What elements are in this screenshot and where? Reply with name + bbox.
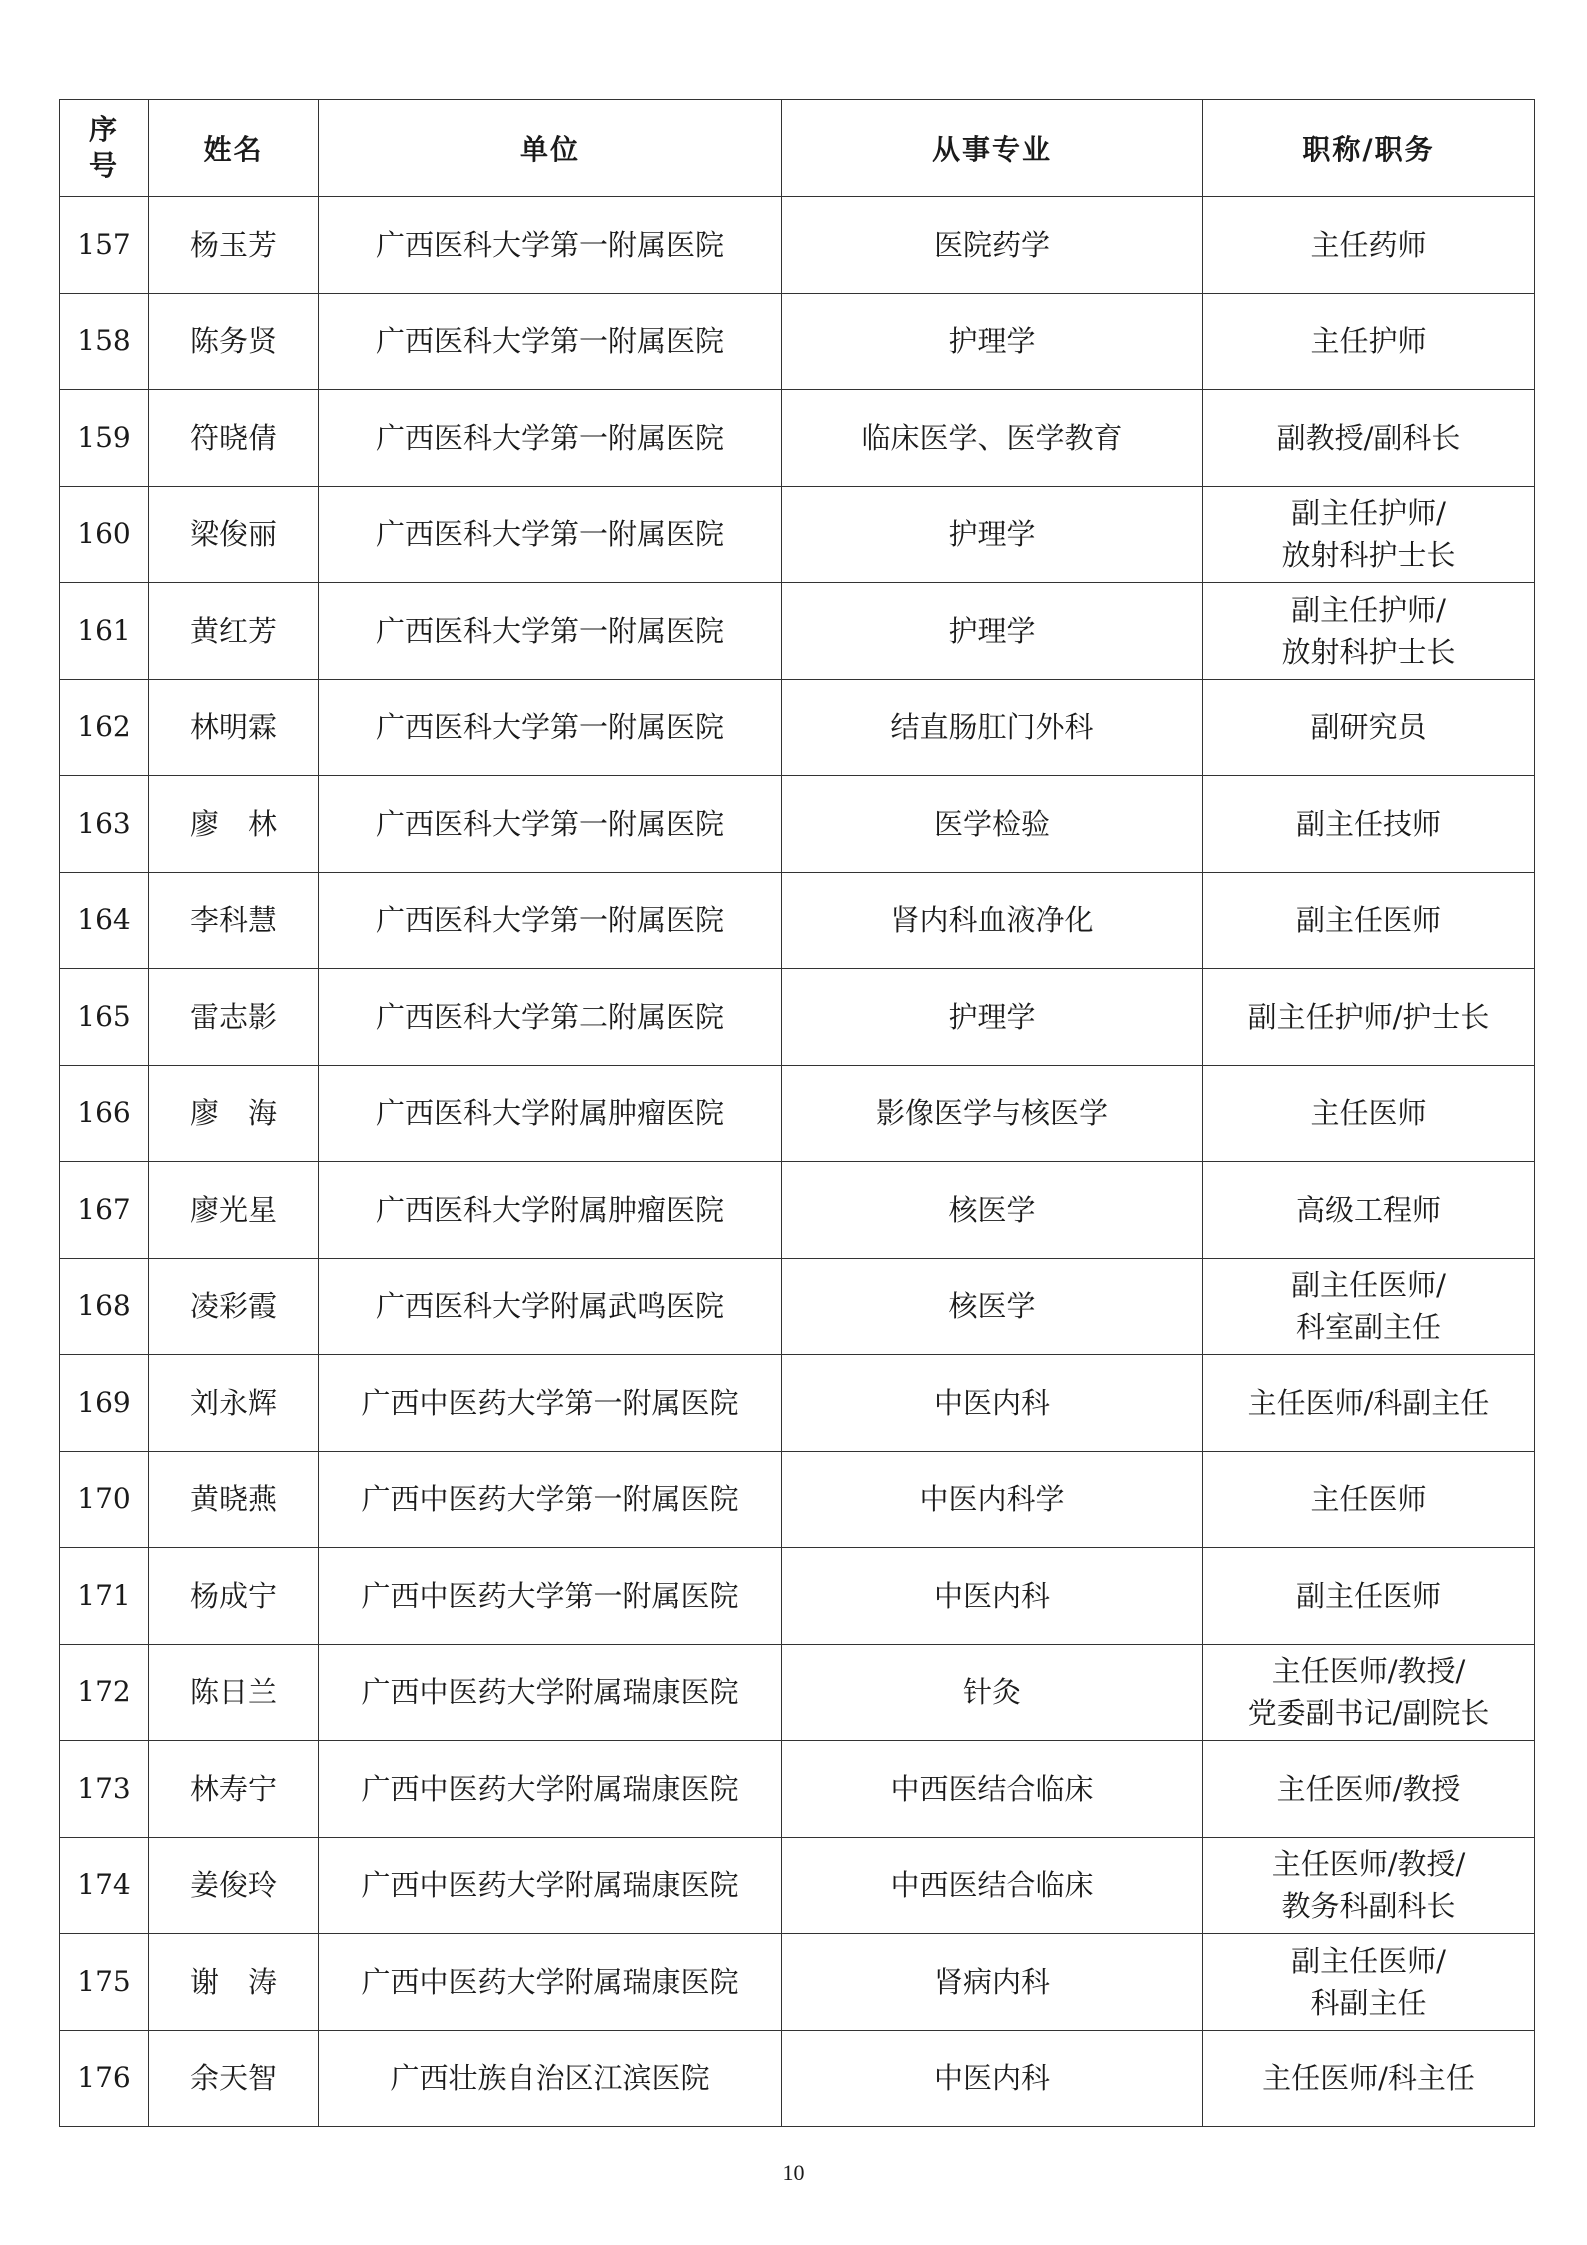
cell-name: 陈务贤 <box>149 293 319 390</box>
cell-major: 护理学 <box>782 486 1203 583</box>
cell-unit: 广西医科大学第一附属医院 <box>319 679 782 776</box>
cell-title <box>1203 1451 1535 1548</box>
cell-seq: 163 <box>60 776 149 873</box>
cell-name: 凌彩霞 <box>149 1258 319 1355</box>
cell-unit: 广西医科大学第一附属医院 <box>319 390 782 487</box>
table-row <box>60 1837 1535 1934</box>
cell-name: 黄晓燕 <box>149 1451 319 1548</box>
personnel-table <box>59 99 1535 2127</box>
cell-major: 核医学 <box>782 1258 1203 1355</box>
cell-title-line: 主任医师/教授/ <box>1271 1847 1466 1882</box>
cell-seq: 173 <box>60 1741 149 1838</box>
cell-title-line: 主任医师 <box>1310 1482 1427 1517</box>
cell-title <box>1203 197 1535 294</box>
cell-title <box>1203 1934 1535 2031</box>
cell-unit: 广西中医药大学附属瑞康医院 <box>319 1934 782 2031</box>
cell-unit: 广西中医药大学附属瑞康医院 <box>319 1644 782 1741</box>
cell-seq: 161 <box>60 583 149 680</box>
header-seq: 序 号 <box>60 100 149 197</box>
cell-name: 梁俊丽 <box>149 486 319 583</box>
cell-title <box>1203 1837 1535 1934</box>
header-title: 职称/职务 <box>1203 100 1535 197</box>
cell-name: 余天智 <box>149 2030 319 2127</box>
cell-unit: 广西医科大学第二附属医院 <box>319 969 782 1066</box>
cell-title <box>1203 1355 1535 1452</box>
table-row <box>60 679 1535 776</box>
cell-major: 中医内科学 <box>782 1451 1203 1548</box>
cell-title-line: 主任医师/教授 <box>1276 1771 1461 1806</box>
cell-unit: 广西中医药大学附属瑞康医院 <box>319 1837 782 1934</box>
table-row <box>60 293 1535 390</box>
cell-unit: 广西医科大学第一附属医院 <box>319 486 782 583</box>
cell-title-line: 副主任技师 <box>1295 806 1441 841</box>
cell-unit: 广西中医药大学附属瑞康医院 <box>319 1741 782 1838</box>
table-row <box>60 1741 1535 1838</box>
cell-title-line: 副主任护师/护士长 <box>1247 999 1490 1034</box>
table-row <box>60 1644 1535 1741</box>
cell-title-line: 高级工程师 <box>1295 1192 1441 1227</box>
cell-seq: 162 <box>60 679 149 776</box>
cell-major: 结直肠肛门外科 <box>782 679 1203 776</box>
page-number: 10 <box>782 2160 805 2185</box>
cell-major: 中西医结合临床 <box>782 1741 1203 1838</box>
cell-seq: 160 <box>60 486 149 583</box>
cell-major: 临床医学、医学教育 <box>782 390 1203 487</box>
header-unit: 单位 <box>319 100 782 197</box>
cell-title <box>1203 1741 1535 1838</box>
cell-name: 谢 涛 <box>149 1934 319 2031</box>
cell-major: 护理学 <box>782 583 1203 680</box>
table-row <box>60 1258 1535 1355</box>
cell-seq: 169 <box>60 1355 149 1452</box>
cell-name: 廖 海 <box>149 1065 319 1162</box>
table-header-row <box>60 100 1535 197</box>
cell-seq: 175 <box>60 1934 149 2031</box>
cell-major: 医学检验 <box>782 776 1203 873</box>
cell-title <box>1203 486 1535 583</box>
cell-name: 姜俊玲 <box>149 1837 319 1934</box>
cell-unit: 广西医科大学第一附属医院 <box>319 293 782 390</box>
cell-title <box>1203 872 1535 969</box>
table-body <box>60 197 1535 2127</box>
cell-name: 林明霖 <box>149 679 319 776</box>
cell-title <box>1203 1065 1535 1162</box>
cell-major: 护理学 <box>782 293 1203 390</box>
table-row <box>60 583 1535 680</box>
cell-seq: 170 <box>60 1451 149 1548</box>
cell-title <box>1203 1644 1535 1741</box>
cell-seq: 165 <box>60 969 149 1066</box>
cell-name: 廖光星 <box>149 1162 319 1259</box>
table-row <box>60 776 1535 873</box>
cell-title-line: 教务科副科长 <box>1281 1889 1456 1924</box>
cell-seq: 159 <box>60 390 149 487</box>
cell-unit: 广西医科大学第一附属医院 <box>319 872 782 969</box>
cell-title <box>1203 679 1535 776</box>
cell-title-line: 主任护师 <box>1310 324 1427 359</box>
cell-title-line: 副主任护师/ <box>1291 496 1446 531</box>
cell-title <box>1203 1258 1535 1355</box>
cell-seq: 157 <box>60 197 149 294</box>
cell-title-line: 主任药师 <box>1310 227 1427 262</box>
table-row <box>60 872 1535 969</box>
cell-unit: 广西医科大学第一附属医院 <box>319 197 782 294</box>
cell-seq: 168 <box>60 1258 149 1355</box>
header-major: 从事专业 <box>782 100 1203 197</box>
cell-title <box>1203 1548 1535 1645</box>
cell-seq: 171 <box>60 1548 149 1645</box>
cell-title <box>1203 776 1535 873</box>
cell-title-line: 副研究员 <box>1310 710 1427 745</box>
cell-unit: 广西中医药大学第一附属医院 <box>319 1451 782 1548</box>
cell-major: 肾内科血液净化 <box>782 872 1203 969</box>
cell-title-line: 党委副书记/副院长 <box>1247 1696 1490 1731</box>
cell-title-line: 科副主任 <box>1310 1985 1427 2020</box>
cell-name: 陈日兰 <box>149 1644 319 1741</box>
cell-major: 中医内科 <box>782 1548 1203 1645</box>
table-row <box>60 197 1535 294</box>
cell-title <box>1203 2030 1535 2127</box>
table-row <box>60 1065 1535 1162</box>
cell-name: 雷志影 <box>149 969 319 1066</box>
cell-title <box>1203 583 1535 680</box>
cell-major: 影像医学与核医学 <box>782 1065 1203 1162</box>
cell-title-line: 主任医师/教授/ <box>1271 1654 1466 1689</box>
cell-name: 杨成宁 <box>149 1548 319 1645</box>
cell-seq: 166 <box>60 1065 149 1162</box>
cell-major: 针灸 <box>782 1644 1203 1741</box>
cell-unit: 广西壮族自治区江滨医院 <box>319 2030 782 2127</box>
header-name: 姓名 <box>149 100 319 197</box>
cell-title-line: 副主任医师 <box>1295 1578 1441 1613</box>
cell-unit: 广西中医药大学第一附属医院 <box>319 1548 782 1645</box>
cell-seq: 158 <box>60 293 149 390</box>
cell-major: 核医学 <box>782 1162 1203 1259</box>
cell-title <box>1203 1162 1535 1259</box>
cell-unit: 广西医科大学附属肿瘤医院 <box>319 1162 782 1259</box>
cell-major: 中医内科 <box>782 2030 1203 2127</box>
table-row <box>60 1355 1535 1452</box>
table-row <box>60 486 1535 583</box>
cell-seq: 176 <box>60 2030 149 2127</box>
cell-title <box>1203 390 1535 487</box>
cell-seq: 164 <box>60 872 149 969</box>
cell-title-line: 副主任医师/ <box>1291 1268 1446 1303</box>
cell-title-line: 放射科护士长 <box>1281 538 1456 573</box>
cell-major: 肾病内科 <box>782 1934 1203 2031</box>
cell-seq: 167 <box>60 1162 149 1259</box>
cell-unit: 广西医科大学第一附属医院 <box>319 776 782 873</box>
cell-title <box>1203 293 1535 390</box>
cell-unit: 广西医科大学附属武鸣医院 <box>319 1258 782 1355</box>
cell-major: 护理学 <box>782 969 1203 1066</box>
cell-title-line: 主任医师 <box>1310 1096 1427 1131</box>
table-row <box>60 390 1535 487</box>
cell-major: 中西医结合临床 <box>782 1837 1203 1934</box>
cell-name: 杨玉芳 <box>149 197 319 294</box>
cell-title-line: 主任医师/科副主任 <box>1247 1385 1490 1420</box>
table-row <box>60 969 1535 1066</box>
table-row <box>60 1162 1535 1259</box>
table-row <box>60 1934 1535 2031</box>
cell-title-line: 放射科护士长 <box>1281 634 1456 669</box>
cell-name: 李科慧 <box>149 872 319 969</box>
cell-title-line: 副主任护师/ <box>1291 592 1446 627</box>
cell-unit: 广西医科大学第一附属医院 <box>319 583 782 680</box>
cell-title-line: 副主任医师/ <box>1291 1943 1446 1978</box>
cell-title-line: 主任医师/科主任 <box>1262 2061 1475 2096</box>
cell-major: 医院药学 <box>782 197 1203 294</box>
cell-name: 符晓倩 <box>149 390 319 487</box>
cell-seq: 174 <box>60 1837 149 1934</box>
cell-name: 刘永辉 <box>149 1355 319 1452</box>
table-row <box>60 1451 1535 1548</box>
cell-name: 黄红芳 <box>149 583 319 680</box>
cell-title-line: 副教授/副科长 <box>1276 420 1461 455</box>
cell-major: 中医内科 <box>782 1355 1203 1452</box>
cell-unit: 广西医科大学附属肿瘤医院 <box>319 1065 782 1162</box>
table-row <box>60 2030 1535 2127</box>
cell-title-line: 副主任医师 <box>1295 903 1441 938</box>
table-row <box>60 1548 1535 1645</box>
cell-unit: 广西中医药大学第一附属医院 <box>319 1355 782 1452</box>
cell-seq: 172 <box>60 1644 149 1741</box>
cell-title <box>1203 969 1535 1066</box>
cell-title-line: 科室副主任 <box>1295 1310 1441 1345</box>
cell-name: 林寿宁 <box>149 1741 319 1838</box>
cell-name: 廖 林 <box>149 776 319 873</box>
